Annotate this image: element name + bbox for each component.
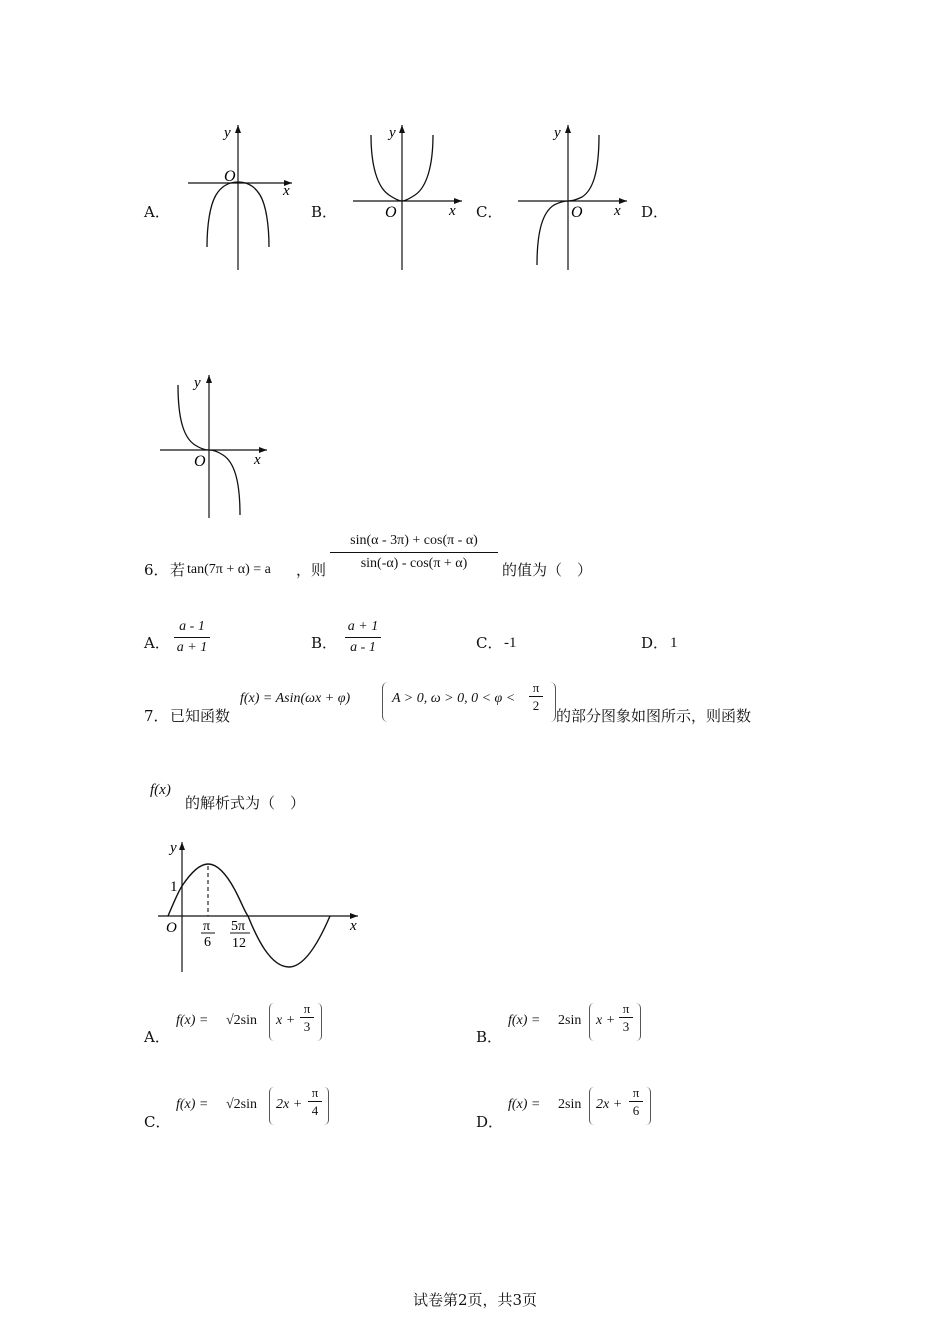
y-axis-arrow: [565, 125, 571, 133]
y-label: y: [194, 375, 201, 391]
q5-graph-d: [152, 365, 277, 525]
q7-option-a-den: 3: [303, 1019, 311, 1034]
y-label: y: [389, 125, 396, 141]
q7-option-d-frac: [629, 1086, 643, 1117]
q6-option-a-frac: [174, 620, 210, 655]
q7-cond-frac: [529, 681, 543, 712]
q7-func: f(x) = Asin(ωx + φ): [240, 691, 351, 706]
q6-option-b-num: a + 1: [347, 619, 379, 634]
q6-frac-denominator: sin(-α) - cos(π + α): [360, 556, 468, 571]
q7-prefix: 已知函数: [170, 707, 231, 725]
q6-then: ，则: [296, 561, 327, 579]
q6-option-c-label: C．: [476, 634, 503, 652]
q6-option-a-den: a + 1: [176, 640, 208, 655]
q7-option-a-frac: [300, 1002, 314, 1033]
q5-option-b-label: B．: [311, 203, 338, 221]
tick2-den: 12: [232, 936, 246, 951]
q7-line2-func: f(x): [150, 782, 171, 798]
q7-cond-den: 2: [532, 698, 540, 713]
q7-option-a-num: π: [303, 1001, 311, 1016]
q7-option-c-den: 4: [311, 1103, 319, 1118]
q7-option-b-den: 3: [622, 1019, 630, 1034]
q7-option-c-coef: √2sin: [226, 1097, 258, 1112]
x-label: x: [254, 452, 261, 468]
q7-option-b-coef: 2sin: [558, 1013, 582, 1028]
q5-graph-b: [345, 115, 470, 275]
page-footer: 试卷第2页，共3页: [412, 1291, 538, 1309]
one-label: 1: [170, 879, 178, 895]
x-label: x: [283, 183, 290, 199]
q5-option-c-label: C．: [476, 203, 503, 221]
q6-option-b-frac: [345, 620, 381, 655]
q7-option-d-inner: 2x +: [596, 1097, 623, 1112]
tick2-num: 5π: [231, 919, 246, 934]
q7-option-b-inner: x +: [596, 1013, 616, 1028]
q6-condition: tan(7π + α) = a: [187, 562, 271, 577]
q7-condition: A > 0, ω > 0, 0 < φ <: [392, 691, 516, 706]
q6-number: 6．: [144, 561, 169, 579]
q7-option-c-num: π: [311, 1085, 319, 1100]
q6-option-a-num: a - 1: [179, 619, 205, 634]
q7-sine-graph: [152, 832, 367, 977]
y-axis-arrow: [399, 125, 405, 133]
q7-option-b-num: π: [622, 1001, 630, 1016]
y-label: y: [170, 840, 177, 856]
q7-option-a-label: A．: [144, 1028, 170, 1046]
q7-option-a-coef: √2sin: [226, 1013, 258, 1028]
q7-option-c-frac: [308, 1086, 322, 1117]
y-label: y: [554, 125, 561, 141]
q7-option-b-frac: [619, 1002, 633, 1033]
tick1-den: 6: [204, 935, 211, 950]
x-label: x: [350, 918, 357, 934]
q6-option-d-text: 1: [670, 635, 678, 651]
q7-option-b-lhs: f(x) =: [508, 1013, 541, 1028]
q7-option-d-lhs: f(x) =: [508, 1097, 541, 1112]
x-label: x: [614, 203, 621, 219]
q5-graph-a: [180, 115, 300, 275]
q7-cond-num: π: [532, 680, 540, 695]
q7-number: 7．: [144, 707, 169, 725]
q7-option-c-lhs: f(x) =: [176, 1097, 209, 1112]
q7-option-a-lhs: f(x) =: [176, 1013, 209, 1028]
q7-option-c-inner: 2x +: [276, 1097, 303, 1112]
x-label: x: [449, 203, 456, 219]
q7-option-b-label: B．: [476, 1028, 503, 1046]
q7-line2-text: 的解析式为（ ）: [185, 794, 306, 812]
origin-label: O: [194, 453, 206, 470]
origin-label: O: [571, 204, 583, 221]
y-label: y: [224, 125, 231, 141]
q7-option-c-label: C．: [144, 1113, 171, 1131]
q6-option-b-label: B．: [311, 634, 338, 652]
y-axis-arrow: [235, 125, 241, 133]
q5-option-a-label: A．: [144, 203, 170, 221]
q5-graph-c: [510, 115, 635, 275]
y-axis-arrow: [179, 842, 185, 850]
origin-label: O: [224, 168, 236, 185]
q7-option-d-label: D．: [476, 1113, 504, 1131]
q7-option-d-coef: 2sin: [558, 1097, 582, 1112]
q6-fraction: [330, 534, 498, 571]
q7-option-d-num: π: [632, 1085, 640, 1100]
q5-option-d-label: D．: [641, 203, 669, 221]
q6-prefix: 若: [170, 561, 186, 579]
tick1-num: π: [203, 919, 211, 934]
q7-option-a-inner: x +: [276, 1013, 296, 1028]
q6-option-d-label: D．: [641, 634, 669, 652]
y-axis-arrow: [206, 375, 212, 383]
origin-label: O: [385, 204, 397, 221]
q6-suffix: 的值为（ ）: [502, 561, 593, 579]
q6-option-c-text: -1: [504, 635, 517, 651]
origin-label: O: [166, 920, 177, 936]
q6-frac-numerator: sin(α - 3π) + cos(π - α): [350, 533, 478, 548]
q6-option-a-label: A．: [144, 634, 170, 652]
q7-option-d-den: 6: [632, 1103, 640, 1118]
q6-option-b-den: a - 1: [350, 640, 376, 655]
q7-suffix: 的部分图象如图所示，则函数: [556, 707, 752, 725]
